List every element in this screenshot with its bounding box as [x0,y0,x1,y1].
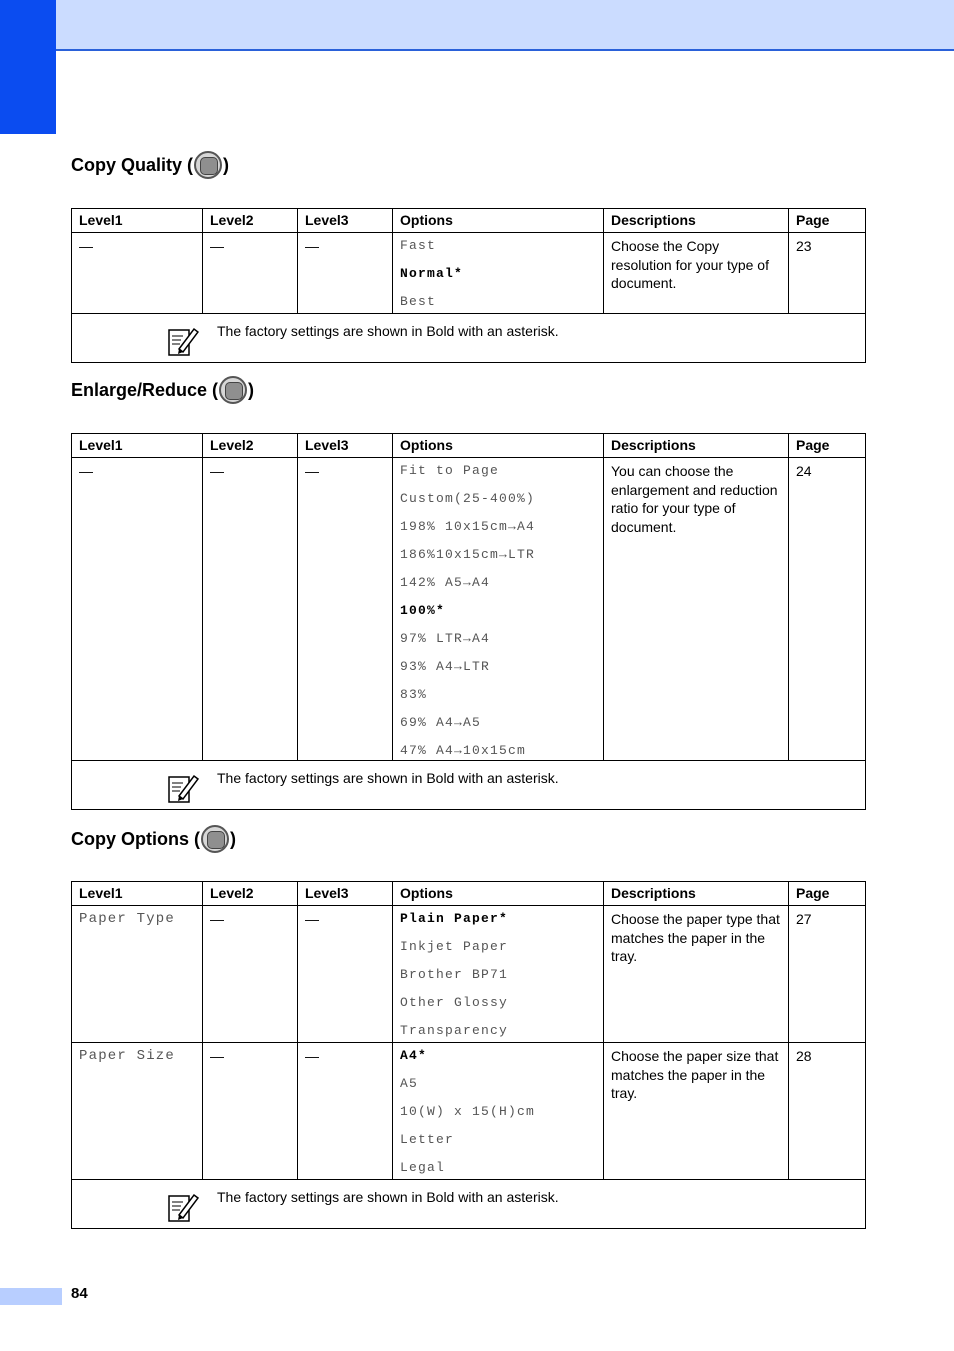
header-level1: Level1 [72,434,203,458]
option-item: 97% LTR→A4 [400,631,491,646]
option-item: 10(W) x 15(H)cm [400,1104,536,1119]
note-pencil-icon [167,1191,199,1223]
table-row [72,1043,866,1180]
page-cell: 28 [789,1043,866,1180]
table-row [72,906,866,1043]
note-text: The factory settings are shown in Bold with an asterisk. [217,770,559,786]
note-row [72,314,866,363]
copy-options-table [71,881,866,1229]
level1-cell: Paper Size [72,1043,203,1180]
section-title-copy-quality: Copy Quality ( ) [71,149,229,181]
note-text: The factory settings are shown in Bold with an asterisk. [217,323,559,339]
option-item: 83% [400,687,428,702]
level1-cell: — [72,458,203,761]
level2-cell: — [203,906,298,1043]
copy-quality-table [71,208,866,363]
header-options: Options [393,209,604,233]
option-item: Fit to Page [400,463,500,478]
option-item: 69% A4→A5 [400,715,482,730]
table-header-row [72,882,866,906]
table-row [72,233,866,314]
option-item: Transparency [400,1023,509,1038]
level2-cell: — [203,233,298,314]
description-cell: You can choose the enlargement and reduction ratio for your type of document. [604,458,789,761]
section-title-copy-options: Copy Options ( ) [71,823,236,855]
header-descriptions: Descriptions [604,209,789,233]
page-number-tab [0,1288,62,1305]
option-item: 93% A4→LTR [400,659,491,674]
table-header-row [72,434,866,458]
page-cell: 23 [789,233,866,314]
header-level3: Level3 [298,434,393,458]
option-item-default: Normal* [400,266,464,281]
level3-cell: — [298,1043,393,1180]
level2-cell: — [203,1043,298,1180]
header-level2: Level2 [203,209,298,233]
table-header-row [72,209,866,233]
section-title-enlarge-reduce: Enlarge/Reduce ( ) [71,374,254,406]
option-item: Brother BP71 [400,967,509,982]
option-item: 186%10x15cm→LTR [400,547,536,562]
level2-cell: — [203,458,298,761]
option-item: Best [400,294,437,309]
options-cell [393,1043,604,1180]
option-item: Custom(25-400%) [400,491,536,506]
header-page: Page [789,209,866,233]
header-options: Options [393,882,604,906]
option-item: Inkjet Paper [400,939,509,954]
option-item: A5 [400,1076,419,1091]
page-number: 84 [71,1285,88,1302]
header-page: Page [789,434,866,458]
page-cell: 27 [789,906,866,1043]
option-item: 142% A5→A4 [400,575,491,590]
note-text: The factory settings are shown in Bold with an asterisk. [217,1189,559,1205]
header-level2: Level2 [203,882,298,906]
description-cell: Choose the paper type that matches the paper in the tray. [604,906,789,1043]
level3-cell: — [298,906,393,1043]
option-item: 198% 10x15cm→A4 [400,519,536,534]
header-page: Page [789,882,866,906]
copy-quality-button-icon [194,151,222,179]
options-cell [393,906,604,1043]
header-descriptions: Descriptions [604,434,789,458]
option-item: Legal [400,1160,446,1175]
table-row [72,458,866,761]
chapter-tab [0,0,56,134]
header-descriptions: Descriptions [604,882,789,906]
description-cell: Choose the Copy resolution for your type of document. [604,233,789,314]
header-level3: Level3 [298,882,393,906]
header-level1: Level1 [72,209,203,233]
note-pencil-icon [167,325,199,357]
level1-cell: Paper Type [72,906,203,1043]
header-level1: Level1 [72,882,203,906]
enlarge-reduce-button-icon [219,376,247,404]
option-item: Other Glossy [400,995,509,1010]
level3-cell: — [298,458,393,761]
note-row [72,761,866,810]
header-level2: Level2 [203,434,298,458]
description-cell: Choose the paper size that matches the paper in the tray. [604,1043,789,1180]
level1-cell: — [72,233,203,314]
options-cell [393,233,604,314]
option-item: Fast [400,238,437,253]
note-row [72,1180,866,1229]
page-cell: 24 [789,458,866,761]
option-item-default: A4* [400,1048,428,1063]
level3-cell: — [298,233,393,314]
option-item: 47% A4→10x15cm [400,743,527,758]
options-cell [393,458,604,761]
copy-options-button-icon [201,825,229,853]
header-band [0,0,954,51]
header-options: Options [393,434,604,458]
header-level3: Level3 [298,209,393,233]
note-pencil-icon [167,772,199,804]
option-item-default: Plain Paper* [400,911,509,926]
enlarge-reduce-table [71,433,866,810]
option-item-default: 100%* [400,603,446,618]
option-item: Letter [400,1132,455,1147]
